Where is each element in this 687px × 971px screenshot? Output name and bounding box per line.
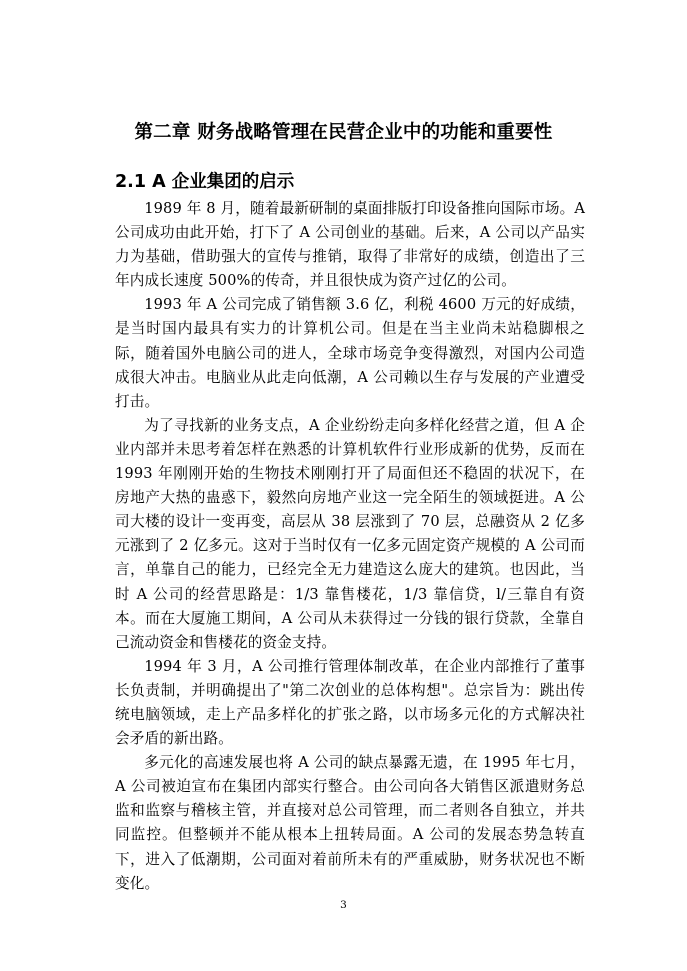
- paragraph: 1994 年 3 月，A 公司推行管理体制改革，在企业内部推行了董事长负责制，并明确提出了"第二次创业的总体构想"。总宗旨为：跳出传统电脑领域，走上产品多样化的扩张之路，以市场多元化的方式解决社会矛盾的新出路。: [115, 657, 585, 748]
- page-number: 3: [340, 899, 347, 911]
- body-text: [115, 197, 585, 896]
- paragraph: 多元化的高速发展也将 A 公司的缺点暴露无遗，在 1995 年七月，A 公司被迫宣布在集团内部实行整合。由公司向各大销售区派遣财务总监和监察与稽核主管，并直接对总公司管理，而二者则各自独立，并共同监控。但整顿并不能从根本上扭转局面。A 公司的发展态势急转直下，进入了低潮期，公司面对着前所未有的严重威胁，财务状况也不断变化。: [115, 754, 585, 892]
- paragraph: 为了寻找新的业务支点，A 企业纷纷走向多样化经营之道，但 A 企业内部并未思考着怎样在熟悉的计算机软件行业形成新的优势，反而在 1993 年刚刚开始的生物技术刚刚打开了局面但还不稳固的状况下，在房地产大热的蛊惑下，毅然向房地产业这一完全陌生的领域挺进。A 公司大楼的设计一变再变，高层从 38 层涨到了 70 层，总融资从 2 亿多元涨到了 2 亿多元。这对于当时仅有一亿多元固定资产规模的 A 公司而言，单靠自己的能力，已经完全无力建造这么庞大的建筑。也因此，当时 A 公司的经营思路是：1/3 靠售楼花，1/3 靠信贷，l/三靠自有资本。而在大厦施工期间，A 公司从未获得过一分钱的银行贷款，全靠自己流动资金和售楼花的资金支持。: [115, 416, 585, 651]
- paragraph: 1989 年 8 月，随着最新研制的桌面排版打印设备推向国际市场。A 公司成功由此开始，打下了 A 公司创业的基础。后来，A 公司以产品实力为基础，借助强大的宣传与推销，取得了非常好的成绩，创造出了三年内成长速度 500%的传奇，并且很快成为资产过亿的公司。: [115, 200, 586, 290]
- paragraph: 1993 年 A 公司完成了销售额 3.6 亿，利税 4600 万元的好成绩，是当时国内最具有实力的计算机公司。但是在当主业尚未站稳脚根之际，随着国外电脑公司的进人，全球市场竞争变得激烈，对国内公司造成很大冲击。电脑业从此走向低潮，A 公司赖以生存与发展的产业遭受打击。: [115, 296, 585, 410]
- section-heading: 2.1 A 企业集团的启示: [115, 172, 295, 192]
- chapter-title: 第二章 财务战略管理在民营企业中的功能和重要性: [134, 122, 553, 143]
